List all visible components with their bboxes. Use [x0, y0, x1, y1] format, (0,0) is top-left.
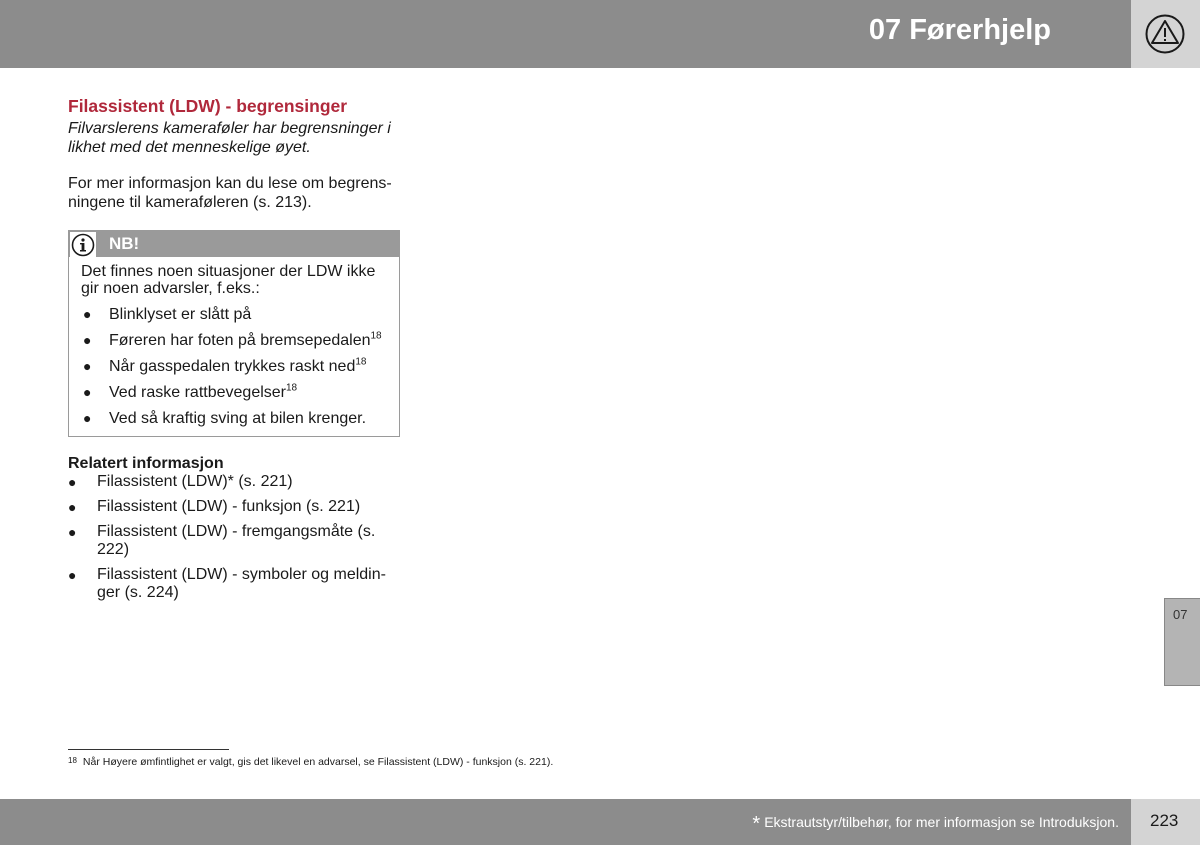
note-text: Det finnes noen situasjoner der LDW ikke gir noen advarsler, f.eks.: [81, 263, 376, 297]
header-icon-box [1131, 0, 1200, 68]
section-heading: Filassistent (LDW) - begrensinger [68, 96, 348, 116]
note-item-text: Ved så kraftig sving at bilen krenger. [109, 410, 367, 427]
footer-bar [0, 799, 1131, 845]
footnote-ref: 18 [370, 330, 382, 342]
note-item-text: Føreren har foten på bremsepedalen [109, 332, 371, 349]
note-header [69, 231, 399, 257]
related-link-text[interactable]: Filassistent (LDW) - fremgangsmåte (s. 222) [97, 523, 376, 558]
note-item-text: Ved raske rattbevegelser [109, 384, 286, 401]
footnote-ref: 18 [355, 356, 367, 368]
main-content [68, 95, 400, 609]
info-icon [70, 232, 96, 258]
footnote-number: 18 [68, 756, 77, 765]
related-list [68, 473, 400, 602]
related-link[interactable] [68, 498, 400, 516]
asterisk-mark: * [752, 813, 761, 835]
footer-note-text: Ekstrautstyr/tilbehør, for mer informasjon se Introduksjon. [764, 814, 1119, 830]
footnote [68, 756, 553, 768]
bullet-icon: ● [68, 474, 77, 490]
related-link-text[interactable]: Filassistent (LDW)* (s. 221) [97, 473, 293, 490]
note-title: NB! [109, 234, 140, 253]
note-item-text: Blinklyset er slått på [109, 306, 252, 323]
section-body: For mer informasjon kan du lese om begrens-ningene til kameraføleren (s. 213). [68, 175, 392, 211]
section-intro: Filvarslerens kameraføler har begrensninger i likhet med det menneskelige øyet. [68, 120, 391, 156]
footer-note [752, 813, 1119, 836]
note-list-item [81, 331, 389, 350]
related-link[interactable] [68, 473, 400, 491]
bullet-icon: ● [83, 306, 92, 322]
page-number: 223 [1150, 811, 1179, 830]
note-list-item [81, 357, 389, 376]
page-number-box [1131, 799, 1200, 845]
note-list-item [81, 383, 389, 402]
footnote-divider [68, 749, 229, 750]
footnote-ref: 18 [286, 382, 298, 394]
related-link[interactable] [68, 523, 400, 559]
note-list [81, 305, 389, 428]
bullet-icon: ● [68, 567, 77, 583]
side-tab-label: 07 [1173, 607, 1188, 622]
bullet-icon: ● [83, 410, 92, 426]
bullet-icon: ● [83, 358, 92, 374]
note-list-item [81, 409, 389, 428]
note-list-item [81, 305, 389, 324]
note-box [68, 230, 400, 437]
related-link-text[interactable]: Filassistent (LDW) - funksjon (s. 221) [97, 498, 361, 515]
chapter-side-tab[interactable] [1164, 598, 1200, 686]
related-heading: Relatert informasjon [68, 455, 224, 472]
bullet-icon: ● [68, 524, 77, 540]
header-bar [0, 0, 1131, 68]
related-link[interactable] [68, 566, 400, 602]
bullet-icon: ● [83, 332, 92, 348]
bullet-icon: ● [83, 384, 92, 400]
bullet-icon: ● [68, 499, 77, 515]
chapter-title: 07 Førerhjelp [868, 14, 1051, 46]
warning-triangle-icon [1144, 14, 1186, 54]
note-item-text: Når gasspedalen trykkes raskt ned [109, 358, 356, 375]
footnote-text: Når Høyere ømfintlighet er valgt, gis det likevel en advarsel, se Filassistent (LDW) - funksjon (s. 221). [82, 756, 554, 768]
related-link-text[interactable]: Filassistent (LDW) - symboler og meldin-ger (s. 224) [97, 566, 386, 601]
note-body [69, 257, 399, 436]
